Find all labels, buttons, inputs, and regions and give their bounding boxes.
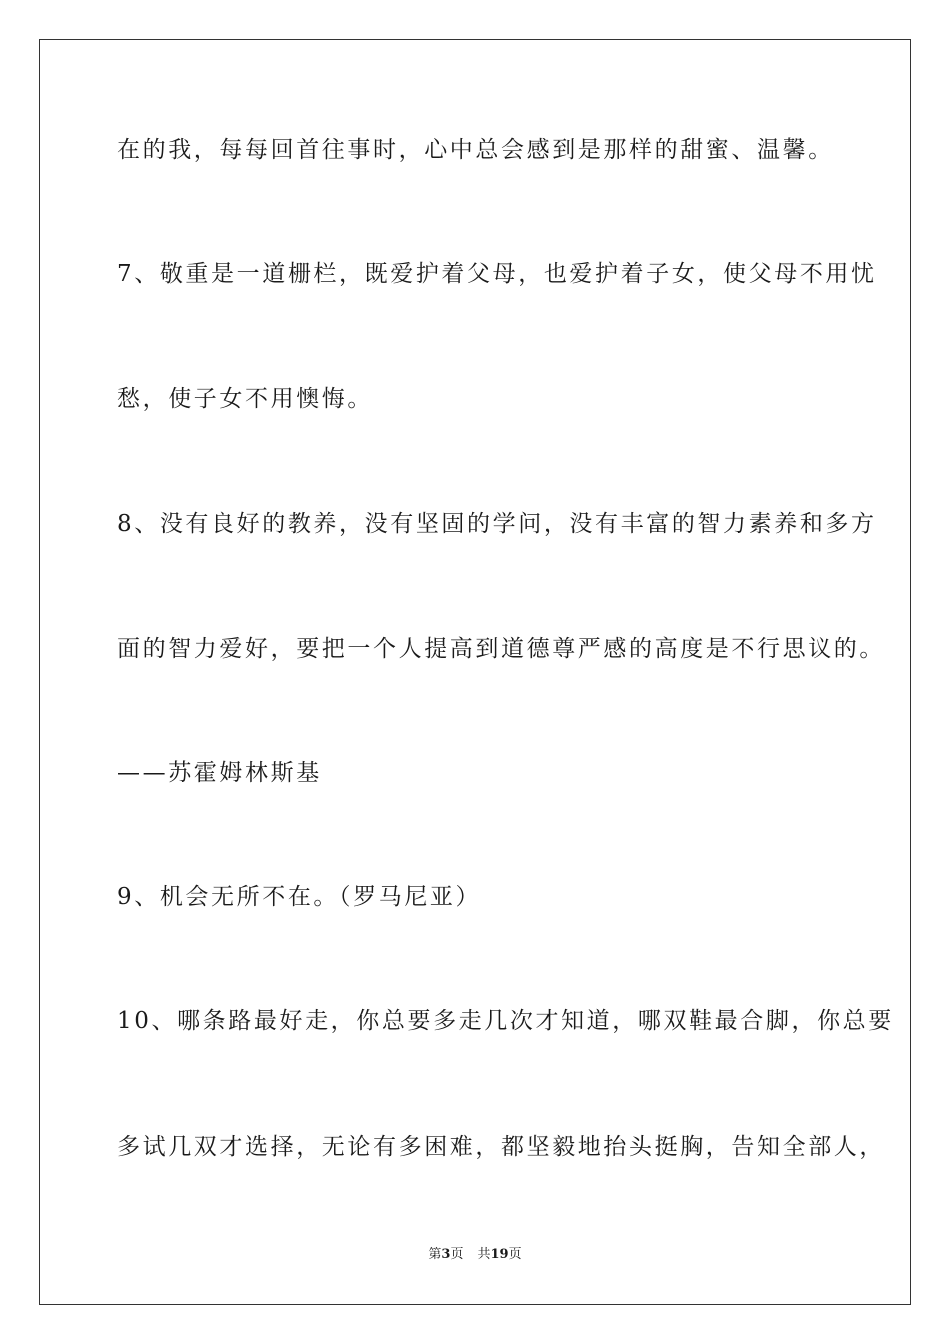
total-suffix: 页 — [508, 1247, 522, 1262]
page-prefix: 第 — [428, 1247, 442, 1262]
text-line: 愁，使子女不用懊悔。 — [117, 386, 373, 412]
text-line: 多试几双才选择，无论有多困难，都坚毅地抬头挺胸，告知全部人， — [117, 1134, 885, 1160]
text-line: 在的我，每每回首往事时，心中总会感到是那样的甜蜜、温馨。 — [117, 137, 834, 163]
page-footer — [0, 1246, 950, 1264]
attribution-line: ——苏霍姆林斯基 — [117, 760, 322, 786]
total-prefix: 共 — [477, 1247, 491, 1262]
text-line: 8、没有良好的教养，没有坚固的学问，没有丰富的智力素养和多方 — [117, 511, 877, 537]
page-number: 3 — [441, 1247, 451, 1262]
text-line: 10、哪条路最好走，你总要多走几次才知道，哪双鞋最合脚，你总要 — [117, 1008, 894, 1034]
text-line: 7、敬重是一道栅栏，既爱护着父母，也爱护着子女，使父母不用忧 — [117, 261, 877, 287]
text-line: 面的智力爱好，要把一个人提高到道德尊严感的高度是不行思议的。 — [117, 636, 885, 662]
total-pages: 19 — [490, 1247, 509, 1262]
page-border — [39, 39, 911, 1305]
page-suffix: 页 — [450, 1247, 464, 1262]
text-line: 9、机会无所不在。（罗马尼亚） — [117, 884, 482, 910]
